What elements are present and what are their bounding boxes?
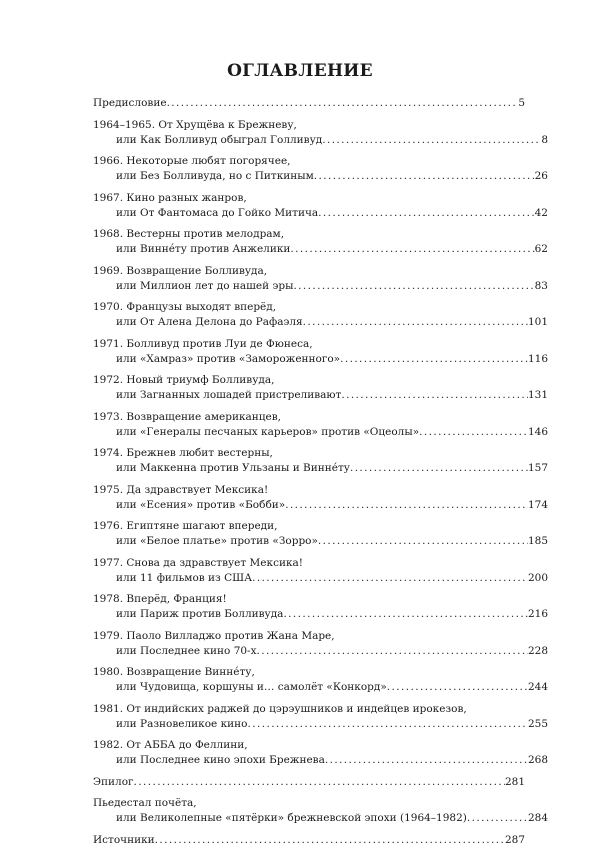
page-number: 284	[527, 812, 548, 824]
toc-entry	[93, 775, 525, 790]
page-number: 146	[527, 425, 548, 438]
page-number: 255	[527, 717, 548, 730]
toc-entry	[93, 592, 548, 622]
toc-entry	[93, 373, 548, 403]
toc-entry-heading: 1976. Египтяне шагают впереди,	[93, 520, 278, 532]
page-number: 116	[527, 352, 548, 365]
toc-entry-heading: 1970. Французы выходят вперёд,	[93, 301, 277, 313]
dot-leader	[257, 644, 528, 659]
toc-entry	[93, 702, 548, 732]
toc-entry	[93, 227, 548, 257]
toc-entry-subtitle-row	[93, 242, 548, 257]
toc-entry-subtitle-row	[93, 133, 548, 148]
toc-entry-heading: 1971. Болливуд против Луи де Фюнеса,	[93, 337, 313, 350]
toc-entry-subtitle-row	[93, 717, 548, 732]
toc-entry-subtitle: или Маккенна против Ульзаны и Виннéту	[116, 462, 350, 474]
toc-entry	[93, 410, 548, 440]
dot-leader	[134, 775, 505, 790]
toc-entry-subtitle: или Чудовища, коршуны и… самолёт «Конкорд»	[116, 681, 387, 693]
toc-entry-heading: 1982. От АББА до Феллини,	[93, 739, 248, 751]
dot-leader	[350, 461, 528, 476]
page-number: 244	[527, 681, 548, 693]
toc-entry	[93, 796, 548, 826]
toc-entry	[93, 300, 548, 330]
toc-entry-heading: 1975. Да здравствует Мексика!	[93, 483, 269, 496]
toc-entry-subtitle-row	[93, 279, 548, 294]
toc-entry-heading	[93, 96, 525, 111]
toc-entry-heading: 1969. Возвращение Болливуда,	[93, 264, 268, 277]
toc-entry-subtitle: или Загнанных лошадей пристреливают	[116, 389, 342, 401]
toc-entry-subtitle-row	[93, 425, 548, 440]
toc-entry-subtitle-row	[93, 315, 548, 330]
toc-entry-subtitle: или Последнее кино 70-х	[116, 644, 257, 657]
toc-entry-subtitle-row	[93, 607, 548, 622]
toc-entry-subtitle-row	[93, 644, 548, 659]
page-number: 228	[527, 644, 548, 657]
toc-entry	[93, 337, 548, 367]
page-number: 287	[504, 833, 525, 846]
toc-entry-subtitle: или «Генералы песчаных карьеров» против «Оцеолы»	[116, 425, 420, 438]
page-number: 200	[527, 571, 548, 584]
toc-entry-title: Источники	[93, 833, 155, 846]
toc-entry-subtitle-row	[93, 206, 548, 221]
page-number: 83	[534, 279, 548, 292]
toc-entry-subtitle: или Париж против Болливуда	[116, 608, 284, 620]
toc-entry	[93, 738, 548, 768]
toc-entry-heading	[93, 833, 525, 848]
toc-entry-heading: Пьедестал почёта,	[93, 797, 197, 809]
dot-leader	[341, 388, 528, 403]
page-number: 174	[527, 498, 548, 511]
dot-leader	[467, 811, 528, 826]
toc-entry-subtitle: или 11 фильмов из США	[116, 571, 253, 584]
dot-leader	[419, 425, 528, 440]
dot-leader	[283, 607, 528, 622]
toc-entry-heading: 1980. Возвращение Виннéту,	[93, 666, 255, 678]
toc-entry-subtitle-row	[93, 811, 548, 826]
page-number: 62	[534, 243, 548, 255]
toc-entry	[93, 483, 548, 513]
page-title: ОГЛАВЛЕНИЕ	[227, 61, 373, 81]
toc-entry	[93, 96, 525, 111]
toc-entry	[93, 519, 548, 549]
toc-entry-subtitle: или Без Болливуда, но с Питкиным	[116, 170, 314, 182]
toc-entry-subtitle-row	[93, 571, 548, 586]
toc-entry-subtitle: или Разновеликое кино	[116, 717, 248, 730]
toc-entry-subtitle: или «Есения» против «Бобби»	[116, 498, 286, 511]
toc-entry-heading: 1968. Вестерны против мелодрам,	[93, 228, 285, 240]
dot-leader	[248, 717, 528, 732]
toc-entry	[93, 629, 548, 659]
page-number: 157	[527, 462, 548, 474]
toc-entry-heading: 1978. Вперёд, Франция!	[93, 593, 227, 605]
page-number: 8	[541, 133, 548, 146]
dot-leader	[293, 279, 534, 294]
toc-entry-heading: 1981. От индийских раджей до цэрэушников и индейцев ирокезов,	[93, 702, 467, 715]
dot-leader	[387, 680, 528, 695]
toc-entry-subtitle: или От Фантомаса до Гойко Митича	[116, 206, 319, 219]
page-number: 101	[527, 316, 548, 328]
dot-leader	[290, 242, 534, 257]
toc-entry	[93, 446, 548, 476]
toc-entry-subtitle: или «Хамраз» против «Замороженного»	[116, 352, 341, 365]
dot-leader	[325, 753, 528, 768]
toc-entry-subtitle-row	[93, 461, 548, 476]
toc-entry-heading: 1967. Кино разных жанров,	[93, 191, 247, 204]
toc-entry-heading: 1964–1965. От Хрущёва к Брежневу,	[93, 118, 297, 131]
toc-entry-subtitle-row	[93, 534, 548, 549]
page-number: 185	[527, 535, 548, 547]
page-number: 281	[504, 775, 525, 788]
page-number: 5	[518, 97, 525, 109]
toc-entry-subtitle-row	[93, 352, 548, 367]
page-number: 26	[534, 170, 548, 182]
toc-entry-subtitle: или Великолепные «пятёрки» брежневской эпохи (1964–1982)	[116, 812, 467, 824]
toc-entry-heading: 1966. Некоторые любят погорячее,	[93, 155, 291, 167]
dot-leader	[340, 352, 528, 367]
toc-entry-heading: 1972. Новый триумф Болливуда,	[93, 374, 275, 386]
toc-entry-subtitle: или От Алена Делона до Рафаэля	[116, 316, 303, 328]
toc-entry-subtitle-row	[93, 388, 548, 403]
toc-entry	[93, 665, 548, 695]
toc-entry-heading: 1977. Снова да здравствует Мексика!	[93, 556, 303, 569]
toc-entry-heading	[93, 775, 525, 790]
toc-entry-subtitle: или «Белое платье» против «Зорро»	[116, 535, 318, 547]
toc-entry-title: Предисловие	[93, 97, 167, 109]
dot-leader	[318, 206, 534, 221]
toc-entry	[93, 556, 548, 586]
toc-entry-subtitle-row	[93, 498, 548, 513]
toc-entry	[93, 264, 548, 294]
dot-leader	[303, 315, 528, 330]
page-number: 42	[534, 206, 548, 219]
toc-entry-heading: 1973. Возвращение американцев,	[93, 410, 281, 423]
toc-entry	[93, 118, 548, 148]
toc-entry	[93, 154, 548, 184]
toc-entry-heading: 1974. Брежнев любит вестерны,	[93, 447, 273, 459]
toc-entry-subtitle: или Виннéту против Анжелики	[116, 243, 291, 255]
dot-leader	[314, 169, 535, 184]
dot-leader	[322, 133, 541, 148]
toc-entry-subtitle: или Миллион лет до нашей эры	[116, 279, 294, 292]
dot-leader	[155, 833, 505, 848]
page-number: 131	[527, 389, 548, 401]
toc-entry-subtitle-row	[93, 169, 548, 184]
dot-leader	[252, 571, 528, 586]
dot-leader	[167, 96, 519, 111]
dot-leader	[285, 498, 528, 513]
dot-leader	[318, 534, 528, 549]
page-number: 216	[527, 608, 548, 620]
toc-entry-heading: 1979. Паоло Вилладжо против Жана Маре,	[93, 629, 335, 642]
toc-entry-title: Эпилог	[93, 775, 134, 788]
toc-entry	[93, 191, 548, 221]
toc-entry-subtitle-row	[93, 680, 548, 695]
toc-entry-subtitle: или Последнее кино эпохи Брежнева	[116, 754, 325, 766]
toc-entry	[93, 833, 525, 848]
toc-entry-subtitle-row	[93, 753, 548, 768]
table-of-contents	[93, 96, 548, 854]
page-number: 268	[527, 754, 548, 766]
toc-entry-subtitle: или Как Болливуд обыграл Голливуд	[116, 133, 323, 146]
